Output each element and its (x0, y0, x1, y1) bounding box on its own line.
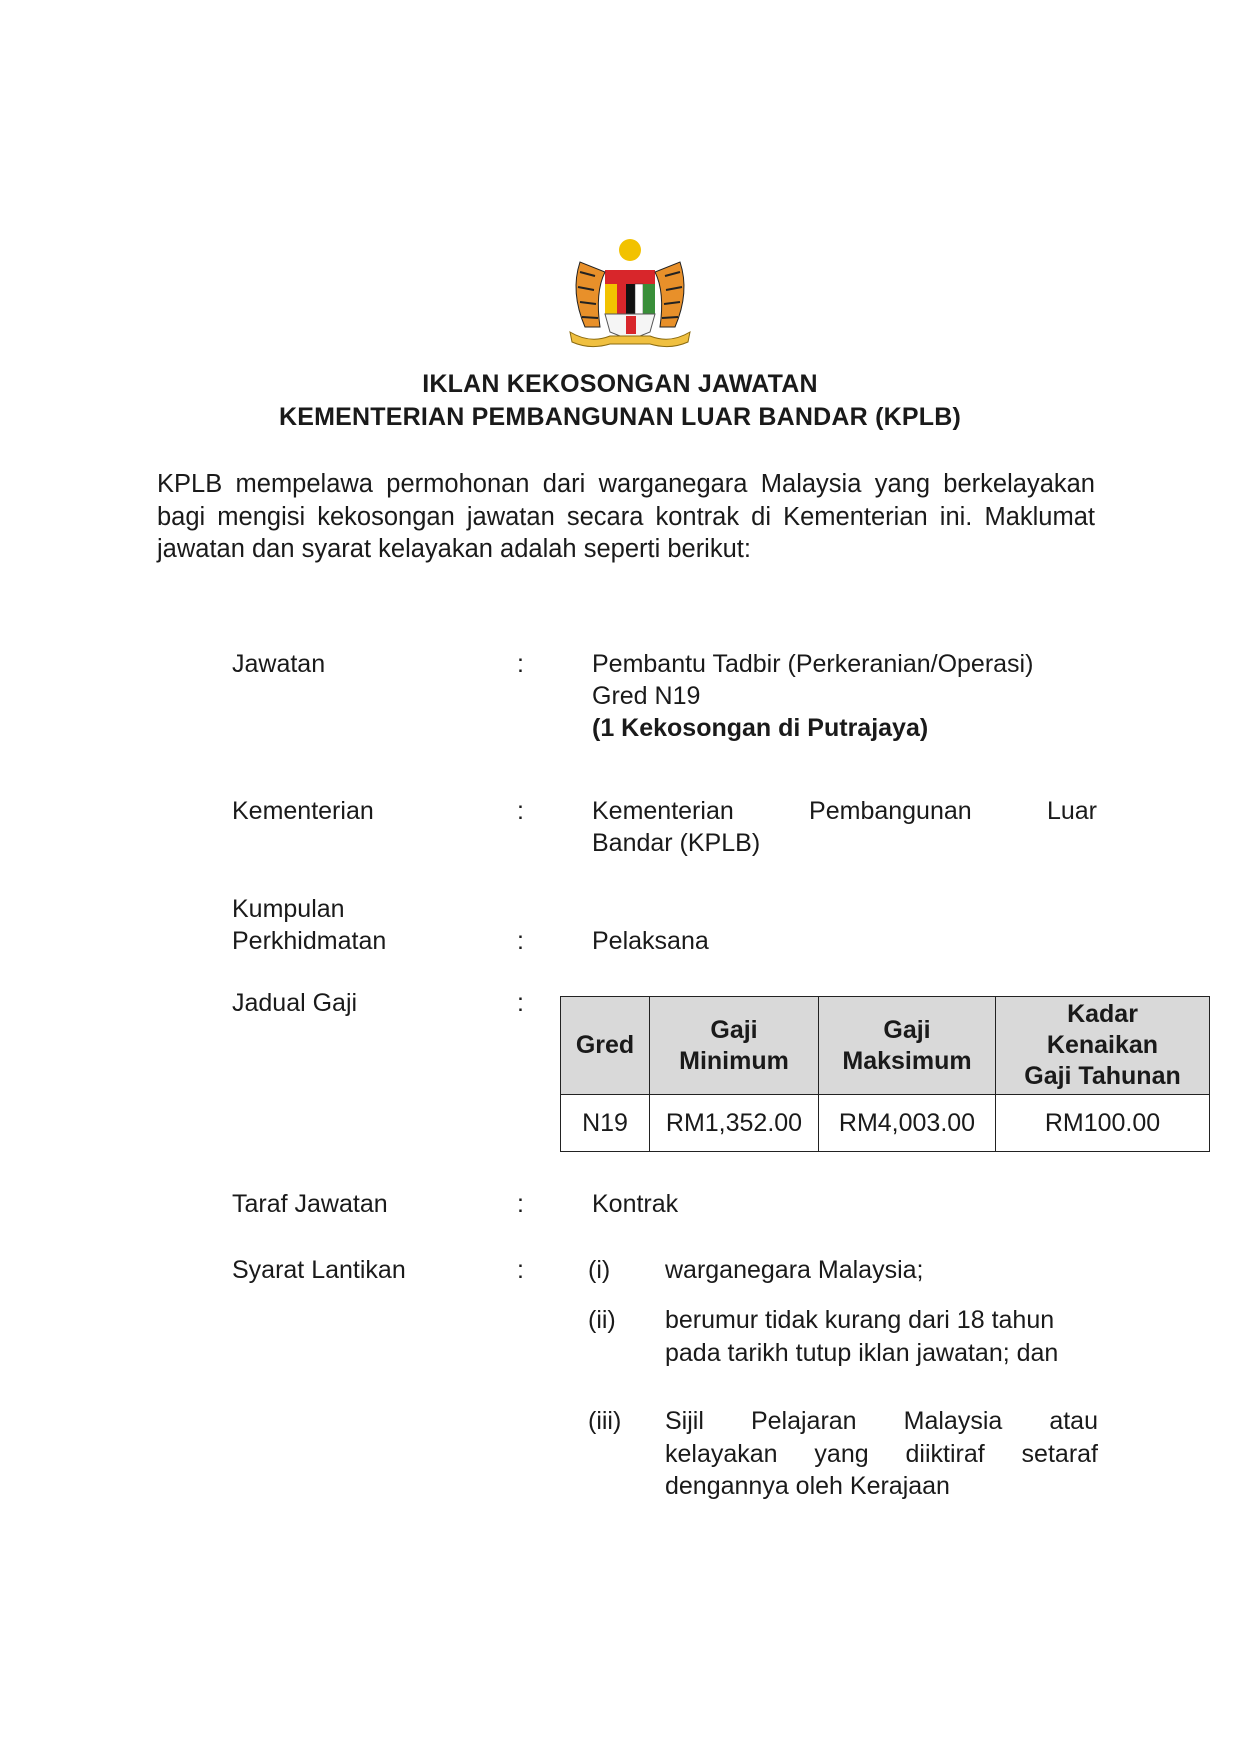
salary-table-header (561, 997, 1210, 1095)
ministry-title: KEMENTERIAN PEMBANGUNAN LUAR BANDAR (KPLB) (279, 403, 961, 431)
kumpulan-label-line2: Perkhidmatan (232, 927, 387, 955)
ministry-name-line2: Bandar (KPLB) (592, 829, 761, 857)
separator: : (517, 797, 524, 825)
ad-title: IKLAN KEKOSONGAN JAWATAN (422, 370, 818, 398)
condition-item: Sijil Pelajaran Malaysia atau kelayakan yang diiktiraf setaraf dengannya oleh Kerajaan (665, 1407, 1098, 1500)
taraf-value: Kontrak (592, 1190, 679, 1218)
table-row (561, 1095, 1210, 1152)
jawatan-label: Jawatan (232, 650, 326, 678)
syarat-label: Syarat Lantikan (232, 1256, 406, 1284)
separator: : (517, 1190, 524, 1218)
jawatan-value (592, 648, 1033, 744)
kementerian-value (592, 795, 1097, 859)
jadual-gaji-label: Jadual Gaji (232, 989, 358, 1017)
cell-gred: N19 (561, 1095, 650, 1152)
condition-item: berumur tidak kurang dari 18 tahun pada tarikh tutup iklan jawatan; dan (665, 1306, 1059, 1367)
kumpulan-value: Pelaksana (592, 927, 709, 955)
taraf-label: Taraf Jawatan (232, 1190, 388, 1218)
header-gaji-maksimum: Gaji Maksimum (819, 997, 996, 1095)
intro-paragraph: KPLB mempelawa permohonan dari warganegara Malaysia yang berkelayakan bagi mengisi kekosongan jawatan secara kontrak di Kementerian ini. Maklumat jawatan dan syarat kelayakan adalah seperti berikut: (157, 470, 1095, 563)
header-gred: Gred (561, 997, 650, 1095)
vacancy-count: (1 Kekosongan di Putrajaya) (592, 714, 929, 742)
coat-of-arms-icon (550, 232, 710, 352)
salary-table (560, 996, 1210, 1152)
kumpulan-label (232, 893, 386, 957)
separator: : (517, 927, 524, 955)
cell-gaji-minimum: RM1,352.00 (650, 1095, 819, 1152)
kumpulan-label-line1: Kumpulan (232, 895, 345, 923)
kementerian-label: Kementerian (232, 797, 374, 825)
cell-kadar-kenaikan: RM100.00 (996, 1095, 1210, 1152)
header-gaji-minimum: Gaji Minimum (650, 997, 819, 1095)
separator: : (517, 989, 524, 1017)
ministry-name-line1: Kementerian Pembangunan Luar (592, 797, 1097, 825)
condition-marker: (i) (588, 1256, 611, 1284)
condition-item: warganegara Malaysia; (665, 1256, 924, 1284)
position-title: Pembantu Tadbir (Perkeranian/Operasi) (592, 650, 1034, 678)
condition-marker: (iii) (588, 1407, 622, 1435)
header-kadar-kenaikan: Kadar Kenaikan Gaji Tahunan (996, 997, 1210, 1095)
position-grade: Gred N19 (592, 682, 701, 710)
separator: : (517, 650, 524, 678)
cell-gaji-maksimum: RM4,003.00 (819, 1095, 996, 1152)
separator: : (517, 1256, 524, 1284)
condition-marker: (ii) (588, 1306, 616, 1334)
